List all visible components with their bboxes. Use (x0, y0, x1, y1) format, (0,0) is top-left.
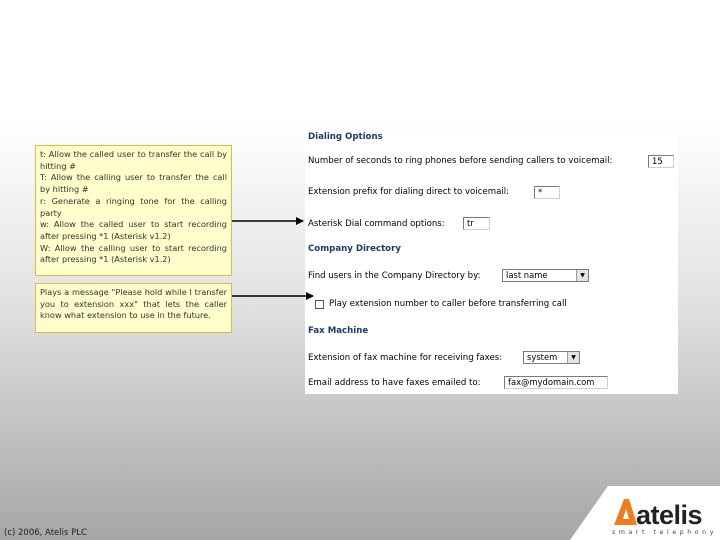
fax-email-label: Email address to have faxes emailed to: (308, 378, 481, 388)
chevron-down-icon[interactable]: ▼ (567, 352, 579, 363)
fax-machine-heading: Fax Machine (308, 326, 369, 336)
help-line-W: W: Allow the calling user to start recording after pressing *1 (Asterisk v1.2) (40, 242, 227, 265)
atelis-logo-icon (612, 497, 638, 527)
logo-wordmark: atelis (636, 500, 703, 530)
play-extension-help-text: Plays a message "Please hold while I transfer you to extension xxx" that lets the caller know what extension to use in the future. (40, 287, 227, 321)
find-users-selected-value: last name (506, 270, 548, 280)
find-users-label: Find users in the Company Directory by: (308, 271, 481, 281)
chevron-down-icon[interactable]: ▼ (576, 270, 588, 281)
help-line-w: w: Allow the called user to start recording after pressing *1 (Asterisk v1.2) (40, 219, 227, 241)
ring-seconds-label: Number of seconds to ring phones before sending callers to voicemail: (308, 156, 613, 166)
voicemail-prefix-label: Extension prefix for dialing direct to voicemail: (308, 187, 510, 197)
dial-command-label: Asterisk Dial command options: (308, 219, 445, 229)
logo-tagline: smart telephony (612, 529, 717, 536)
help-line-T: T: Allow the calling user to transfer the call by hitting # (40, 172, 227, 195)
help-line-r: r: Generate a ringing tone for the calling party (40, 195, 227, 218)
fax-extension-selected-value: system (527, 352, 558, 362)
help-line-t: t: Allow the called user to transfer the call by hitting # (40, 149, 227, 171)
company-directory-heading: Company Directory (308, 244, 401, 254)
fax-extension-label: Extension of fax machine for receiving faxes: (308, 353, 503, 363)
copyright-text: (c) 2006, Atelis PLC (4, 528, 87, 538)
dial-command-input[interactable]: tr (463, 217, 490, 230)
ring-seconds-input[interactable]: 15 (648, 155, 674, 168)
fax-email-input[interactable]: fax@mydomain.com (504, 376, 608, 389)
voicemail-prefix-input[interactable]: * (534, 186, 560, 199)
dialing-options-heading: Dialing Options (308, 132, 383, 142)
play-extension-label: Play extension number to caller before transferring call (329, 299, 567, 309)
